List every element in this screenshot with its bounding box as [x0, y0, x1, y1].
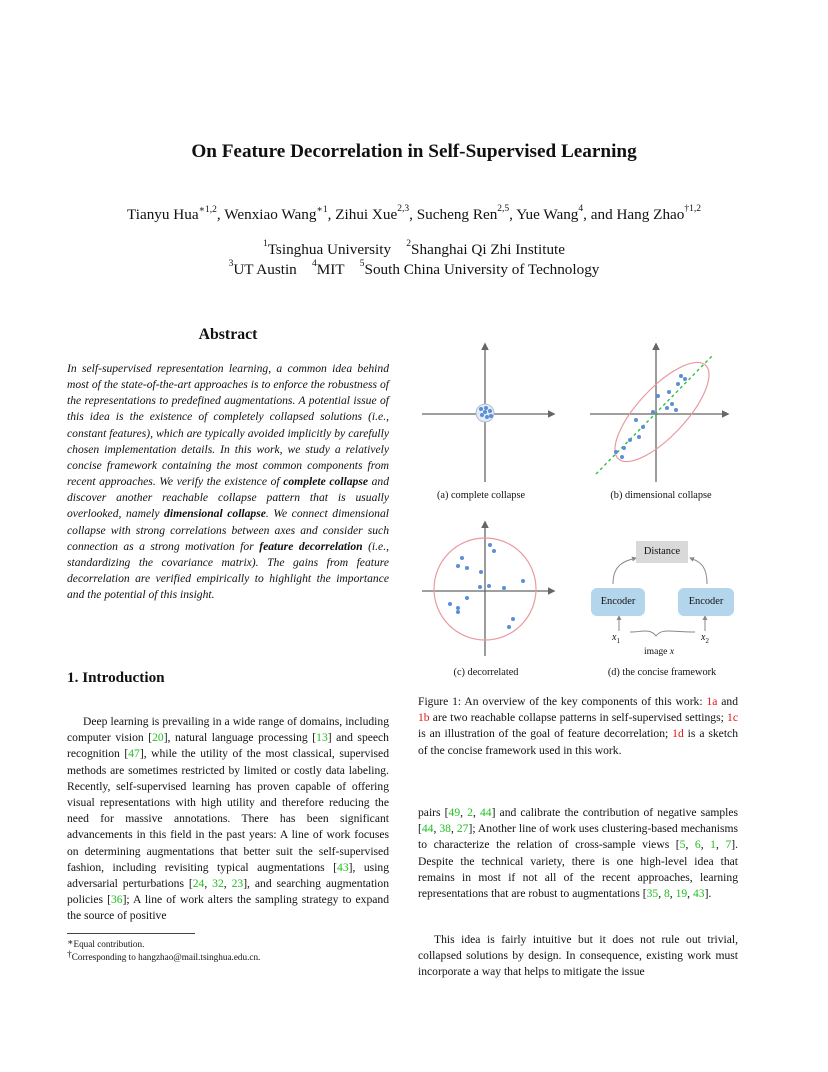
author-name: Tianyu Hua: [126, 206, 199, 223]
author-name: Sucheng Ren: [416, 206, 498, 223]
subscript: 1: [616, 637, 620, 645]
author-name: Yue Wang: [516, 206, 579, 223]
citation-link: 32: [212, 877, 224, 891]
citation-link: 23: [231, 877, 244, 891]
text-run: Figure 1: An overview of the key components of this work:: [418, 695, 707, 708]
subcaption-a: (a) complete collapse: [436, 490, 526, 501]
text-run: ,: [685, 838, 695, 852]
footnote-mark: ∗: [67, 938, 74, 948]
text-run: ,: [658, 887, 664, 901]
subcaption-c: (c) decorrelated: [453, 667, 519, 678]
text-run: pairs [: [418, 806, 449, 819]
citation-link: 35: [646, 887, 659, 901]
author-separator: , and: [583, 206, 617, 223]
author-affiliation-mark: 2,5: [497, 204, 510, 214]
citation-link: 1: [710, 838, 716, 852]
abstract-emphasis: feature decorrelation: [259, 539, 363, 553]
text-run: ,: [223, 877, 232, 891]
citation-link: 47: [128, 747, 140, 761]
text-run: ,: [204, 877, 213, 891]
author-affiliation-mark: †1,2: [684, 204, 701, 214]
author-separator: ,: [409, 206, 417, 223]
text-run: is a sketch of the concise framework used in this work.: [418, 727, 738, 757]
fit-line: [596, 356, 712, 474]
author-name: Wenxiao Wang: [224, 206, 317, 223]
citation-link: 2: [467, 806, 473, 819]
author-name: Zihui Xue: [335, 206, 398, 223]
author-separator: ,: [509, 206, 517, 223]
affiliation-name: Tsinghua University: [267, 241, 392, 258]
text-run: ]; A line of work alters the sampling strategy to expand the source of positive: [67, 893, 389, 923]
footnote-text: Corresponding to hangzhao@mail.tsinghua.edu.cn.: [71, 952, 261, 962]
arrow-encoder2-to-distance: [690, 558, 707, 584]
citation-link: 5: [679, 838, 686, 852]
encoder-box-2: Encoder: [678, 588, 734, 616]
author-name: Hang Zhao: [616, 206, 685, 223]
text-run: ], using adversarial perturbations [: [67, 860, 390, 891]
text-run: This idea is fairly intuitive but it does not rule out trivial, collapsed solutions by design. In consequence, existing work must incorporate a way that helps to mitigate the issue: [418, 933, 738, 979]
text-run: ], natural language processing [: [163, 731, 317, 745]
affiliation-mark: 1: [262, 239, 268, 249]
text-run: Deep learning is prevailing in a wide range of domains, including computer vision [: [67, 715, 389, 745]
affiliation-name: South China University of Technology: [364, 261, 600, 278]
text-run: ], and searching augmentation policies [: [67, 877, 389, 907]
author-affiliation-mark: 4: [578, 204, 584, 214]
affiliation-mark: 3: [228, 259, 234, 269]
image-label-text: image: [644, 646, 670, 657]
view-x2-label: [701, 632, 709, 645]
encoder-box-1: Encoder: [591, 588, 645, 616]
author-affiliation-mark: ∗1: [316, 205, 328, 215]
citation-link: 27: [456, 822, 469, 836]
subcaption-d: (d) the concise framework: [607, 667, 717, 678]
image-var: x: [669, 646, 675, 657]
citation-link: 7: [725, 838, 732, 852]
intro-paragraph-1: [67, 714, 389, 925]
abstract-part: (i.e., standardizing the covariance matrix). The gains from feature decorrelation are verified empirically to highlight the importance and the potential of this insight.: [67, 539, 389, 602]
subcaption-b: (b) dimensional collapse: [610, 490, 712, 501]
citation-link: 20: [152, 731, 164, 745]
distance-box: Distance: [636, 541, 688, 563]
paper-title: On Feature Decorrelation in Self-Supervised Learning: [191, 141, 637, 162]
text-run: and: [717, 695, 739, 708]
citation-link: 49: [448, 806, 461, 819]
text-run: ,: [715, 838, 726, 852]
author-affiliation-mark: 2,3: [397, 204, 410, 214]
abstract-heading: Abstract: [198, 326, 258, 343]
image-x-label: [644, 646, 674, 657]
text-run: ,: [700, 838, 711, 852]
correlation-ellipse: [601, 349, 723, 475]
abstract-emphasis: dimensional collapse: [164, 507, 266, 521]
affiliation-mark: 2: [406, 239, 412, 249]
affiliation-name: Shanghai Qi Zhi Institute: [411, 241, 566, 258]
var: x: [701, 632, 706, 643]
text-run: ,: [472, 806, 480, 819]
text-run: is an illustration of the goal of feature decorrelation;: [418, 727, 673, 741]
citation-link: 43: [337, 860, 349, 874]
figure-ref-link: 1b: [418, 711, 430, 725]
text-run: ,: [669, 887, 676, 901]
footnote-mark: †: [67, 950, 72, 960]
text-run: are two reachable collapse patterns in self-supervised settings;: [429, 711, 728, 725]
text-run: ]; Another line of work uses clustering-based mechanisms to characterize the relation of cross-sample views [: [418, 822, 739, 852]
affiliations-line-2: [0, 261, 828, 279]
author-separator: ,: [327, 206, 336, 223]
citation-link: 8: [663, 887, 670, 901]
citation-link: 24: [192, 877, 205, 891]
citation-link: 44: [479, 806, 492, 819]
intro-paragraph-2: [418, 805, 738, 902]
abstract-part: In self-supervised representation learning, a common idea behind most of the state-of-the-art approaches is to enforce the robustness of the representations to predefined augmentations. A potential issue of this idea is the existence of completely collapsed solutions (i.e., constant features), which are typically avoided implicitly by carefully chosen implementation details. In this work, we study a relatively concise framework containing the most common components from recent approaches. We verify the existence of: [67, 362, 389, 489]
author-list: [0, 206, 828, 224]
citation-link: 44: [421, 822, 434, 836]
figure-ref-link: 1a: [706, 695, 718, 708]
author-separator: ,: [216, 206, 225, 223]
text-run: ], while the utility of the most classical, supervised methods are sometimes restricted by limited or costly data labeling. Recently, self-supervised learning has proven capable of offering visual representations with high utility and therefore reducing the need for massive annotations. There has been significant advancements in this field in the past years: A line of work focuses on determining augmentations that better suit the self-supervised fashion, including revisiting typical augmentations [: [67, 747, 389, 874]
citation-link: 13: [316, 731, 328, 745]
text-run: ,: [450, 822, 457, 836]
affiliation-name: UT Austin: [233, 261, 297, 278]
intro-paragraph-3: [418, 932, 738, 981]
footnote-text: Equal contribution.: [73, 939, 145, 949]
arrow-encoder1-to-distance: [613, 558, 636, 584]
citation-link: 43: [692, 887, 705, 901]
var: x: [612, 632, 617, 643]
text-run: ] and speech recognition [: [67, 731, 389, 761]
citation-link: 38: [439, 822, 451, 836]
image-split-brace: [630, 631, 695, 636]
abstract-emphasis: complete collapse: [283, 475, 368, 489]
author-affiliation-mark: ∗1,2: [198, 205, 217, 215]
text-run: ]. Despite the technical variety, there is one high-level idea that remains in most if not all of the recent approaches, learning representations that are robust to augmentations [: [418, 838, 738, 901]
citation-link: 19: [675, 887, 688, 901]
abstract-part: . We connect dimensional collapse with strong correlations between axes and consider such connection as a strong motivation for: [67, 507, 389, 553]
footnote-corresponding: [67, 952, 260, 962]
subscript: 2: [705, 637, 709, 645]
affiliation-mark: 5: [359, 259, 365, 269]
footnote-equal-contribution: [67, 939, 144, 950]
footnote-rule: [67, 933, 195, 934]
abstract-text: [67, 361, 389, 603]
figure-1-caption: [418, 694, 738, 759]
figure-1: [410, 336, 750, 666]
view-x1-label: [612, 632, 620, 645]
affiliations-line-1: [0, 241, 828, 259]
text-run: ].: [704, 887, 712, 901]
text-run: ,: [687, 887, 693, 901]
text-run: ,: [433, 822, 440, 836]
figure-ref-link: 1c: [727, 711, 738, 725]
text-run: ] and calibrate the contribution of negative samples [: [418, 806, 739, 836]
abstract-part: and discover another reachable collapse pattern that is usually overlooked, namely: [67, 475, 389, 521]
citation-link: 36: [110, 893, 123, 907]
affiliation-mark: 4: [311, 259, 317, 269]
figure-ref-link: 1d: [672, 727, 684, 741]
text-run: ,: [460, 806, 468, 819]
affiliation-name: MIT: [316, 261, 345, 278]
points-c: [448, 543, 525, 629]
points-b: [614, 374, 687, 459]
citation-link: 6: [694, 838, 701, 852]
section-heading-introduction: 1. Introduction: [67, 669, 165, 686]
